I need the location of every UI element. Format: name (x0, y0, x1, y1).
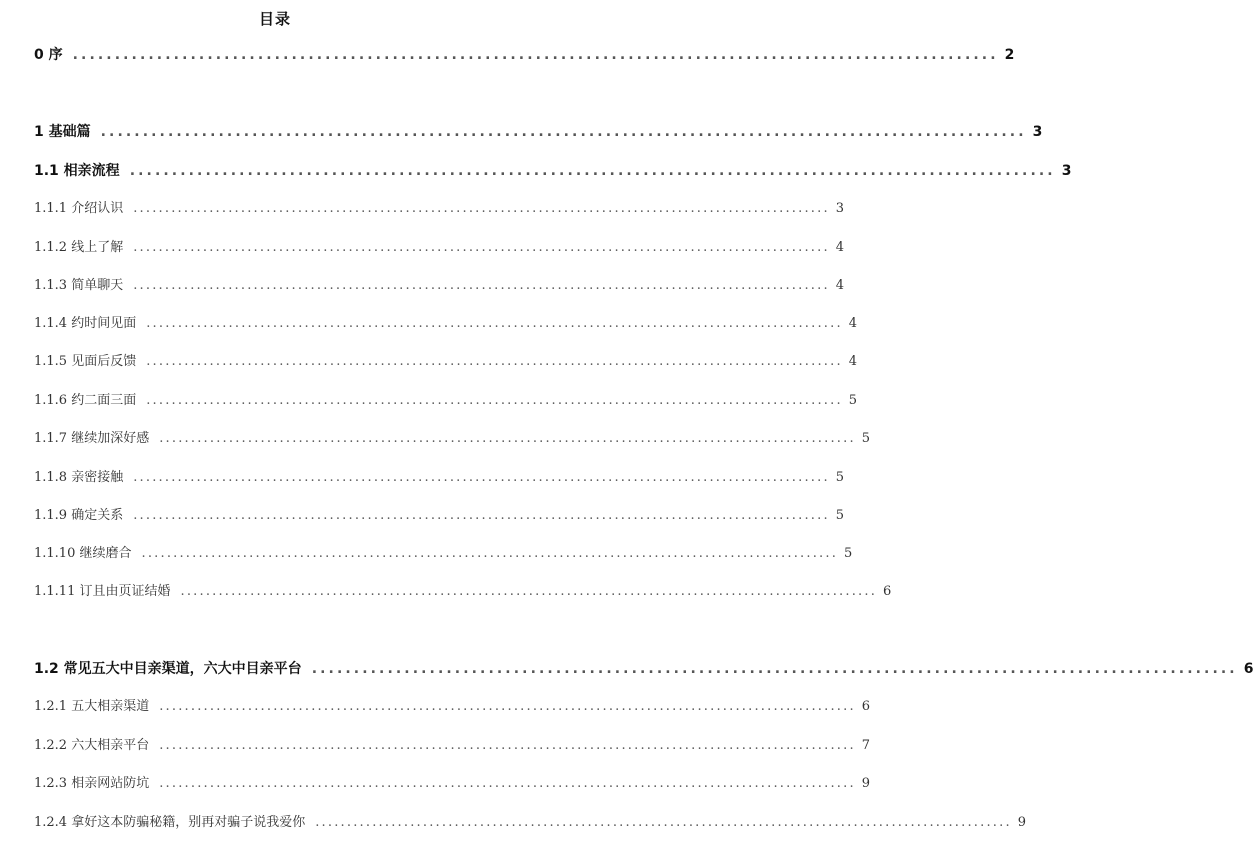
toc-entry-label: 1.1.5 见面后反馈 (34, 354, 137, 369)
toc-entry-page: 9 (861, 776, 871, 791)
toc-entry-page: 4 (835, 240, 845, 255)
toc-entry-page: 6 (1243, 661, 1253, 677)
toc-entry-1-2[interactable] (34, 658, 1253, 680)
dot-leader: .............................................................................................................. (72, 47, 999, 63)
toc-entry-label: 1.1.4 约时间见面 (34, 316, 137, 331)
toc-entry-page: 4 (848, 316, 858, 331)
toc-entry-label: 1.1.10 继续磨合 (34, 546, 132, 561)
dot-leader: .............................................................................................................. (311, 661, 1238, 677)
dot-leader: .............................................................................................................. (133, 508, 830, 523)
dot-leader: .............................................................................................................. (133, 278, 830, 293)
toc-entry-1-1-3[interactable] (34, 275, 845, 297)
dot-leader: .............................................................................................................. (133, 201, 830, 216)
dot-leader: .............................................................................................................. (129, 163, 1056, 179)
toc-entry-1-1[interactable] (34, 160, 1072, 182)
toc-entry-page: 6 (883, 584, 892, 599)
toc-entry-label: 1.1.2 线上了解 (34, 240, 124, 255)
toc-entry-preface[interactable] (34, 44, 1015, 66)
toc-entry-label: 1.1.11 订且由页证结婚 (34, 584, 171, 599)
dot-leader: .............................................................................................................. (159, 699, 856, 714)
toc-entry-basics[interactable] (34, 121, 1043, 143)
toc-entry-1-1-4[interactable] (34, 313, 858, 335)
toc-title: 目录 (258, 10, 291, 28)
toc-entry-page: 4 (848, 354, 858, 369)
toc-entry-1-1-10[interactable] (34, 543, 853, 565)
toc-entry-page: 2 (1004, 47, 1015, 63)
toc-entry-page: 7 (861, 738, 871, 753)
toc-entry-label: 1.2.3 相亲网站防坑 (34, 776, 150, 791)
toc-entry-label: 1.2.4 拿好这本防骗秘籍，别再对骗子说我爱你 (34, 815, 306, 830)
dot-leader: .............................................................................................................. (159, 776, 856, 791)
toc-entry-page: 3 (1061, 163, 1072, 179)
toc-entry-1-1-7[interactable] (34, 428, 871, 450)
toc-entry-label: 1.1.1 介绍认识 (34, 201, 124, 216)
dot-leader: .............................................................................................................. (141, 546, 839, 561)
toc-entry-page: 5 (861, 431, 871, 446)
dot-leader: .............................................................................................................. (133, 240, 830, 255)
toc-entry-page: 5 (835, 508, 845, 523)
toc-entry-1-1-5[interactable] (34, 351, 858, 373)
toc-entry-page: 3 (1032, 124, 1043, 140)
toc-entry-label: 1.1.6 约二面三面 (34, 393, 137, 408)
toc-entry-1-1-1[interactable] (34, 198, 845, 220)
toc-entry-label: 1.1.3 简单聊天 (34, 278, 124, 293)
dot-leader: .............................................................................................................. (315, 815, 1012, 830)
toc-entry-label: 1 基础篇 (34, 124, 91, 140)
toc-entry-label: 1.2.2 六大相亲平台 (34, 738, 150, 753)
toc-entry-1-2-1[interactable] (34, 696, 871, 718)
toc-entry-page: 6 (861, 699, 871, 714)
toc-entry-page: 4 (835, 278, 845, 293)
dot-leader: .............................................................................................................. (159, 431, 856, 446)
toc-entry-label: 1.1.9 确定关系 (34, 508, 124, 523)
toc-entry-label: 1.2 常见五大中目亲渠道，六大中目亲平台 (34, 661, 302, 677)
toc-entry-1-2-3[interactable] (34, 773, 871, 795)
toc-entry-page: 5 (835, 470, 845, 485)
toc-entry-label: 1.1.7 继续加深好感 (34, 431, 150, 446)
toc-entry-1-2-2[interactable] (34, 735, 871, 757)
dot-leader: .............................................................................................................. (146, 393, 843, 408)
dot-leader: .............................................................................................................. (146, 316, 843, 331)
toc-entry-1-1-11[interactable] (34, 581, 892, 603)
toc-entry-1-1-9[interactable] (34, 505, 845, 527)
toc-entry-page: 9 (1017, 815, 1027, 830)
toc-entry-page: 5 (848, 393, 858, 408)
toc-entry-label: 1.2.1 五大相亲渠道 (34, 699, 150, 714)
toc-entry-1-1-6[interactable] (34, 390, 858, 412)
toc-entry-page: 5 (844, 546, 853, 561)
dot-leader: .............................................................................................................. (133, 470, 830, 485)
dot-leader: .............................................................................................................. (159, 738, 856, 753)
toc-entry-1-1-8[interactable] (34, 467, 845, 489)
toc-entry-label: 0 序 (34, 47, 63, 63)
toc-entry-1-2-4[interactable] (34, 812, 1027, 834)
toc-entry-page: 3 (835, 201, 845, 216)
dot-leader: .............................................................................................................. (100, 124, 1027, 140)
toc-entry-1-1-2[interactable] (34, 237, 845, 259)
dot-leader: .............................................................................................................. (180, 584, 878, 599)
toc-entry-label: 1.1.8 亲密接触 (34, 470, 124, 485)
toc-entry-label: 1.1 相亲流程 (34, 163, 120, 179)
dot-leader: .............................................................................................................. (146, 354, 843, 369)
